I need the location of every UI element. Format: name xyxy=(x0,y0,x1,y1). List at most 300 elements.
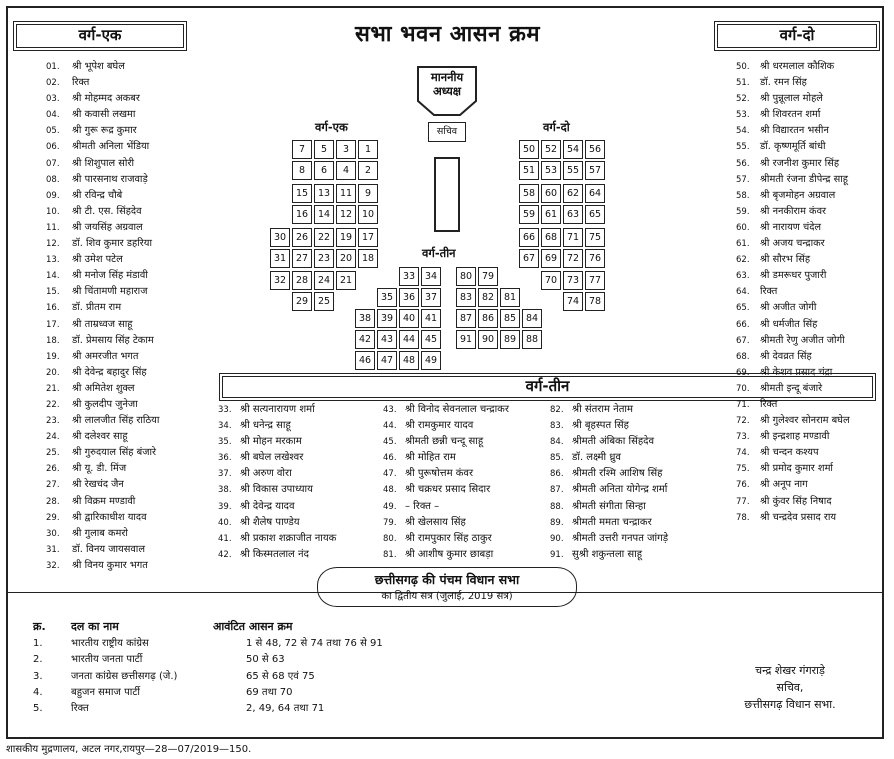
member-list-item xyxy=(46,397,159,413)
member-name: श्री द्वारिकाधीश यादव xyxy=(72,511,147,523)
member-number: 76. xyxy=(736,480,750,491)
member-list-item xyxy=(46,365,159,381)
seat: 21 xyxy=(336,271,356,290)
member-number: 79. xyxy=(383,517,397,528)
party-serial: 2. xyxy=(33,654,43,666)
member-number: 42. xyxy=(218,549,232,560)
member-list-item xyxy=(218,515,336,531)
party-serial: 1. xyxy=(33,638,43,649)
member-number: 67. xyxy=(736,335,750,346)
member-name: श्री देवेन्द्र यादव xyxy=(240,500,295,512)
member-number: 35. xyxy=(218,437,232,448)
member-list-item xyxy=(736,123,850,139)
member-number: 86. xyxy=(550,469,564,480)
member-number: 19. xyxy=(46,351,60,362)
member-name: श्री देवेन्द्र बहादुर सिंह xyxy=(72,366,147,378)
seat: 57 xyxy=(585,161,605,180)
member-list-item xyxy=(550,466,668,482)
member-number: 17. xyxy=(46,319,60,330)
page-title: सभा भवन आसन क्रम xyxy=(354,22,541,47)
member-number: 32. xyxy=(46,560,60,571)
member-number: 53. xyxy=(736,110,750,121)
seat: 59 xyxy=(519,205,539,224)
seat: 64 xyxy=(585,184,605,203)
seat: 58 xyxy=(519,184,539,203)
member-list-item xyxy=(218,434,336,450)
member-name: श्री चन्द्रदेव प्रसाद राय xyxy=(760,511,837,523)
member-number: 68. xyxy=(736,351,750,362)
member-list-item xyxy=(218,547,336,563)
member-number: 47. xyxy=(383,469,397,480)
member-number: 31. xyxy=(46,544,60,555)
member-list-item xyxy=(736,156,850,172)
seat: 86 xyxy=(478,309,498,328)
member-name: श्रीमती ममता चन्द्राकर xyxy=(572,516,652,528)
member-name: रिक्त xyxy=(72,77,90,89)
printer-footer: शासकीय मुद्रणालय, अटल नगर,रायपुर—28—07/2019—150. xyxy=(6,744,252,755)
member-name: रिक्त xyxy=(760,286,778,298)
member-list-item xyxy=(46,542,159,558)
member-list-item xyxy=(383,418,509,434)
group2-heading: वर्ग-दो xyxy=(779,26,815,44)
member-name: श्री मोहन मरकाम xyxy=(240,436,302,448)
member-name: श्री रेखचंद जैन xyxy=(72,479,124,491)
member-number: 25. xyxy=(46,448,60,459)
seat: 12 xyxy=(336,205,356,224)
seat: 50 xyxy=(519,140,539,159)
party-row xyxy=(33,669,383,685)
seat: 62 xyxy=(563,184,583,203)
member-name: श्री कवासी लखमा xyxy=(72,109,136,121)
party-seats: 2, 49, 64 तथा 71 xyxy=(246,703,325,715)
member-list-item xyxy=(550,450,668,466)
assembly-session-badge xyxy=(317,567,577,607)
seat: 78 xyxy=(585,292,605,311)
member-name: श्रीमती उत्तरी गनपत जांगड़े xyxy=(572,532,669,544)
member-number: 82. xyxy=(550,405,564,415)
secretary-seat: सचिव xyxy=(428,122,466,142)
group3-member-list-col3 xyxy=(550,402,668,563)
member-list-item xyxy=(46,445,159,461)
member-list-item xyxy=(550,482,668,498)
party-serial: 5. xyxy=(33,703,43,715)
seat: 2 xyxy=(358,161,378,180)
seat: 36 xyxy=(399,288,419,307)
member-list-item xyxy=(46,59,159,75)
seat: 30 xyxy=(270,228,290,247)
member-name: श्री प्रकाश शक्राजीत नायक xyxy=(240,532,337,544)
member-list-item xyxy=(736,333,850,349)
member-name: श्रीमती संगीता सिन्हा xyxy=(572,500,646,512)
member-number: 24. xyxy=(46,432,60,443)
member-name: डॉ. प्रेमसाय सिंह टेकाम xyxy=(72,334,154,346)
member-number: 01. xyxy=(46,62,60,72)
member-list-item xyxy=(550,418,668,434)
party-row xyxy=(33,685,383,701)
member-list-item xyxy=(736,59,850,75)
party-seats: 1 से 48, 72 से 74 तथा 76 से 91 xyxy=(246,638,383,649)
member-list-item xyxy=(550,531,668,547)
member-name: श्री किस्मतलाल नंद xyxy=(240,548,309,560)
member-list-item xyxy=(218,402,336,418)
member-name: श्री दलेश्वर साहू xyxy=(72,431,128,443)
member-number: 18. xyxy=(46,335,60,346)
member-name: श्री भूपेश बघेल xyxy=(72,61,125,72)
member-name: – रिक्त – xyxy=(405,500,440,512)
member-number: 69. xyxy=(736,367,750,378)
seat: 66 xyxy=(519,228,539,247)
seat: 63 xyxy=(563,205,583,224)
member-list-item xyxy=(218,499,336,515)
seating-group3-label: वर्ग-तीन xyxy=(422,246,456,260)
member-list-item xyxy=(46,107,159,123)
group1-heading: वर्ग-एक xyxy=(78,26,122,44)
member-name: श्री विद्यारतन भसीन xyxy=(760,125,829,137)
party-row xyxy=(33,701,383,717)
member-number: 28. xyxy=(46,496,60,507)
member-name: श्री धर्मजीत सिंह xyxy=(760,318,818,330)
speaker-label-line2: अध्यक्ष xyxy=(432,84,462,98)
member-number: 36. xyxy=(218,453,232,464)
seat: 88 xyxy=(522,330,542,349)
seat: 20 xyxy=(336,249,356,268)
member-number: 45. xyxy=(383,437,397,448)
member-list-item xyxy=(383,434,509,450)
seat: 82 xyxy=(478,288,498,307)
member-number: 49. xyxy=(383,501,397,512)
member-number: 05. xyxy=(46,126,60,137)
member-name: श्री टी. एस. सिंहदेव xyxy=(72,205,142,217)
party-name: भारतीय जनता पार्टी xyxy=(71,654,143,666)
seat: 44 xyxy=(399,330,419,349)
member-list-item xyxy=(550,434,668,450)
seat: 68 xyxy=(541,228,561,247)
seat: 18 xyxy=(358,249,378,268)
member-list-item xyxy=(46,381,159,397)
seat: 53 xyxy=(541,161,561,180)
member-list-item xyxy=(383,515,509,531)
seat: 60 xyxy=(541,184,561,203)
party-name: बहुजन समाज पार्टी xyxy=(71,686,140,698)
member-number: 74. xyxy=(736,448,750,459)
member-name: डॉ. लक्ष्मी ध्रुव xyxy=(572,452,621,464)
seat: 85 xyxy=(500,309,520,328)
member-number: 11. xyxy=(46,222,60,233)
seat: 55 xyxy=(563,161,583,180)
seat: 28 xyxy=(292,271,312,290)
seat: 39 xyxy=(377,309,397,328)
member-number: 13. xyxy=(46,255,60,266)
member-name: श्री सौरभ सिंह xyxy=(760,254,811,266)
seat: 19 xyxy=(336,228,356,247)
member-list-item xyxy=(736,494,850,510)
seat: 61 xyxy=(541,205,561,224)
member-list-item xyxy=(736,510,850,526)
member-list-item xyxy=(383,499,509,515)
member-name: श्री उमेश पटेल xyxy=(72,254,123,266)
member-number: 73. xyxy=(736,432,750,443)
group3-member-list-col1 xyxy=(218,402,336,563)
member-list-item xyxy=(218,466,336,482)
member-number: 60. xyxy=(736,222,750,233)
member-list-item xyxy=(550,515,668,531)
member-name: श्री कुलदीप जुनेजा xyxy=(72,398,138,410)
member-number: 72. xyxy=(736,416,750,427)
member-number: 46. xyxy=(383,453,397,464)
seat: 72 xyxy=(563,249,583,268)
member-name: श्री विकास उपाध्याय xyxy=(240,484,313,496)
member-name: श्री पुन्नूलाल मोहले xyxy=(760,93,823,105)
member-list-item xyxy=(736,445,850,461)
signatory-name: चन्द्र शेखर गंगराड़े xyxy=(755,664,825,677)
member-list-item xyxy=(46,429,159,445)
party-seats: 69 तथा 70 xyxy=(246,686,293,698)
seat: 32 xyxy=(270,271,290,290)
member-list-item xyxy=(736,397,850,413)
member-list-item xyxy=(550,402,668,418)
seat: 41 xyxy=(421,309,441,328)
seat: 79 xyxy=(478,267,498,286)
member-name: श्री केशव प्रसाद चंद्रा xyxy=(760,366,833,378)
member-number: 80. xyxy=(383,533,397,544)
seat: 11 xyxy=(336,184,356,203)
seating-group1-label: वर्ग-एक xyxy=(315,120,348,134)
seat: 16 xyxy=(292,205,312,224)
member-number: 85. xyxy=(550,453,564,464)
member-list-item xyxy=(46,284,159,300)
member-number: 58. xyxy=(736,190,750,201)
seat: 37 xyxy=(421,288,441,307)
member-number: 50. xyxy=(736,62,750,72)
member-name: श्री गुरू रूद्र कुमार xyxy=(72,125,137,137)
member-number: 16. xyxy=(46,303,60,314)
signature-block xyxy=(720,662,860,713)
member-list-item xyxy=(736,461,850,477)
member-number: 70. xyxy=(736,383,750,394)
member-list-item xyxy=(46,123,159,139)
seat: 73 xyxy=(563,271,583,290)
seating-group2-label: वर्ग-दो xyxy=(543,120,570,134)
member-list-item xyxy=(736,236,850,252)
party-name: भारतीय राष्ट्रीय कांग्रेस xyxy=(71,638,149,649)
seat: 34 xyxy=(421,267,441,286)
member-name: श्री गुलाब कमरो xyxy=(72,527,128,539)
member-number: 83. xyxy=(550,421,564,432)
member-name: श्री ताम्रध्वज साहू xyxy=(72,318,133,330)
member-name: श्री पारसनाथ राजवाड़े xyxy=(72,173,148,185)
seat: 8 xyxy=(292,161,312,180)
member-list-item xyxy=(46,139,159,155)
party-row xyxy=(33,636,383,652)
member-name: श्री अनूप नाग xyxy=(760,479,808,491)
assembly-name: छत्तीसगढ़ की पंचम विधान सभा xyxy=(374,572,520,587)
member-number: 66. xyxy=(736,319,750,330)
seat: 23 xyxy=(314,249,334,268)
seat: 9 xyxy=(358,184,378,203)
seat: 77 xyxy=(585,271,605,290)
member-list-item xyxy=(736,91,850,107)
member-name: श्री धरमलाल कौशिक xyxy=(760,61,835,72)
member-list-item xyxy=(383,402,509,418)
member-list-item xyxy=(46,317,159,333)
member-number: 64. xyxy=(736,287,750,298)
member-name: डॉ. रमन सिंह xyxy=(760,77,807,89)
seat: 74 xyxy=(563,292,583,311)
member-list-item xyxy=(46,252,159,268)
seat: 42 xyxy=(355,330,375,349)
signatory-title: सचिव, xyxy=(776,681,804,694)
member-list-item xyxy=(736,284,850,300)
seat: 26 xyxy=(292,228,312,247)
member-name: श्री पुरूषोत्तम कंवर xyxy=(405,468,474,480)
member-number: 63. xyxy=(736,271,750,282)
member-number: 65. xyxy=(736,303,750,314)
member-list-item xyxy=(736,188,850,204)
member-list-item xyxy=(383,466,509,482)
member-list-item xyxy=(46,172,159,188)
member-name: श्रीमती अनिला भेंडिया xyxy=(72,141,150,153)
member-name: श्रीमती रेणु अजीत जोगी xyxy=(760,334,845,346)
member-number: 33. xyxy=(218,405,232,415)
seat: 70 xyxy=(541,271,561,290)
member-name: श्री जयसिंह अग्रवाल xyxy=(72,221,143,233)
member-list-item xyxy=(46,461,159,477)
member-number: 06. xyxy=(46,142,60,153)
seat: 3 xyxy=(336,140,356,159)
member-name: श्री संतराम नेताम xyxy=(572,404,633,415)
member-name: श्री धनेन्द्र साहू xyxy=(240,420,291,432)
member-number: 91. xyxy=(550,549,564,560)
member-name: श्री अमितेश शुक्ल xyxy=(72,382,135,394)
party-serial: 3. xyxy=(33,670,43,682)
seat: 5 xyxy=(314,140,334,159)
member-number: 14. xyxy=(46,271,60,282)
member-list-item xyxy=(218,482,336,498)
member-name: श्री चक्रधर प्रसाद सिदार xyxy=(405,484,491,496)
seat: 81 xyxy=(500,288,520,307)
seat: 33 xyxy=(399,267,419,286)
signatory-organization: छत्तीसगढ़ विधान सभा. xyxy=(744,698,836,711)
member-name: श्रीमती छन्नी चन्दू साहू xyxy=(405,436,484,448)
member-list-item xyxy=(736,429,850,445)
seat: 24 xyxy=(314,271,334,290)
group2-heading-box xyxy=(717,24,877,48)
member-list-item xyxy=(383,482,509,498)
seat: 38 xyxy=(355,309,375,328)
member-number: 40. xyxy=(218,517,232,528)
member-list-item xyxy=(550,547,668,563)
member-name: डॉ. शिव कुमार डहरिया xyxy=(72,238,153,250)
member-list-item xyxy=(46,333,159,349)
member-number: 29. xyxy=(46,512,60,523)
member-number: 39. xyxy=(218,501,232,512)
member-name: श्री अजय चन्द्राकर xyxy=(760,238,825,250)
member-name: श्री नारायण चंदेल xyxy=(760,221,822,233)
member-list-item xyxy=(46,349,159,365)
member-number: 15. xyxy=(46,287,60,298)
group3-member-list-col2 xyxy=(383,402,509,563)
seat: 40 xyxy=(399,309,419,328)
member-list-item xyxy=(736,75,850,91)
seat: 45 xyxy=(421,330,441,349)
member-number: 55. xyxy=(736,142,750,153)
member-list-item xyxy=(46,558,159,574)
member-list-item xyxy=(736,477,850,493)
party-seat-allocation-table xyxy=(33,636,383,717)
member-list-item xyxy=(383,531,509,547)
seat: 51 xyxy=(519,161,539,180)
party-table-header-seats: आवंटित आसन क्रम xyxy=(213,620,293,633)
group2-member-list xyxy=(736,59,850,526)
seat: 67 xyxy=(519,249,539,268)
member-number: 44. xyxy=(383,421,397,432)
member-name: सुश्री शकुन्तला साहू xyxy=(572,548,643,560)
member-list-item xyxy=(46,268,159,284)
seat: 75 xyxy=(585,228,605,247)
member-number: 81. xyxy=(383,549,397,560)
member-number: 08. xyxy=(46,174,60,185)
member-list-item xyxy=(46,220,159,236)
seat: 54 xyxy=(563,140,583,159)
member-name: श्रीमती रश्मि आशिष सिंह xyxy=(572,468,663,480)
seat: 35 xyxy=(377,288,397,307)
seat: 89 xyxy=(500,330,520,349)
seat: 10 xyxy=(358,205,378,224)
seat: 47 xyxy=(377,351,397,370)
member-name: श्री रामपुकार सिंह ठाकुर xyxy=(405,532,492,544)
member-name: श्री रामकुमार यादव xyxy=(405,420,474,432)
member-list-item xyxy=(46,75,159,91)
member-number: 41. xyxy=(218,533,232,544)
party-table-header-sn: क्र. xyxy=(33,620,46,633)
seat: 46 xyxy=(355,351,375,370)
clerk-table xyxy=(434,157,460,232)
member-name: श्री लालजीत सिंह राठिया xyxy=(72,415,160,427)
member-list-item xyxy=(46,510,159,526)
group1-member-list xyxy=(46,59,159,574)
seat: 80 xyxy=(456,267,476,286)
member-number: 61. xyxy=(736,239,750,250)
section-divider-top xyxy=(8,592,882,593)
member-name: श्री आशीष कुमार छाबड़ा xyxy=(405,548,494,560)
speaker-label-line1: माननीय xyxy=(430,70,464,84)
member-list-item xyxy=(46,413,159,429)
member-list-item xyxy=(218,450,336,466)
seat: 91 xyxy=(456,330,476,349)
member-list-item xyxy=(46,156,159,172)
member-number: 22. xyxy=(46,399,60,410)
seat: 31 xyxy=(270,249,290,268)
member-name: श्री शिशुपाल सोरी xyxy=(72,157,135,169)
member-list-item xyxy=(736,300,850,316)
member-list-item xyxy=(46,477,159,493)
member-list-item xyxy=(550,499,668,515)
member-name: श्री अरुण वोरा xyxy=(240,468,292,480)
seat: 83 xyxy=(456,288,476,307)
party-name: जनता कांग्रेस छत्तीसगढ़ (जे.) xyxy=(71,670,178,682)
member-list-item xyxy=(46,236,159,252)
member-name: श्री गुरुदयाल सिंह बंजारे xyxy=(72,447,157,459)
member-number: 71. xyxy=(736,399,750,410)
member-number: 87. xyxy=(550,485,564,496)
party-seats: 50 से 63 xyxy=(246,654,285,666)
member-number: 02. xyxy=(46,78,60,89)
seat: 49 xyxy=(421,351,441,370)
member-number: 54. xyxy=(736,126,750,137)
member-name: श्री चन्दन कश्यप xyxy=(760,447,819,459)
member-name: श्री रजनीश कुमार सिंह xyxy=(760,157,840,169)
member-name: डॉ. कृष्णमूर्ति बांधी xyxy=(760,141,826,153)
